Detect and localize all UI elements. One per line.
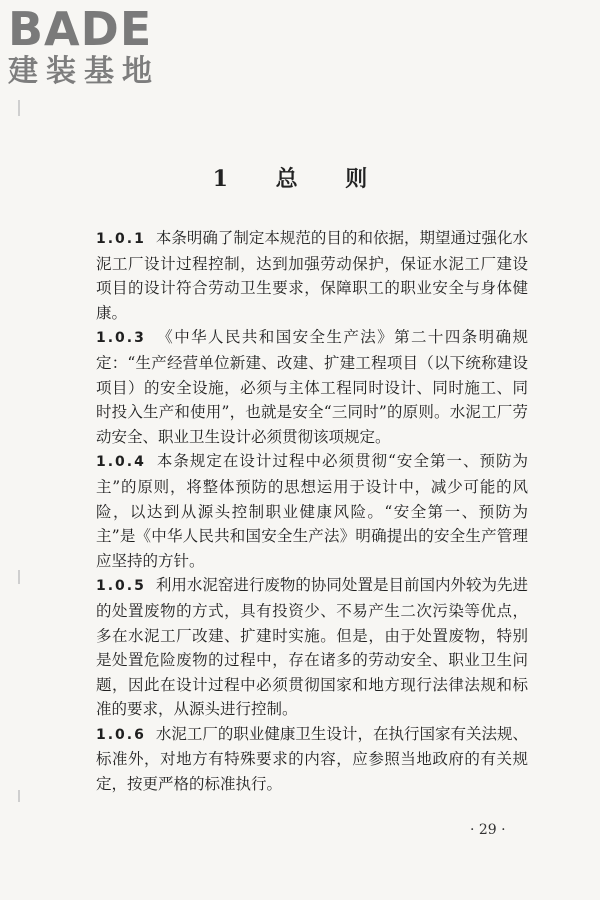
clause-1-0-6 xyxy=(96,722,528,797)
document-body xyxy=(96,226,528,797)
clause-number: 1.0.3 xyxy=(96,330,146,347)
brand-logo xyxy=(8,4,178,90)
clause-1-0-5 xyxy=(96,573,528,722)
clause-text: 本条明确了制定本规范的目的和依据，期望通过强化水泥工厂设计过程控制，达到加强劳动保护，保证水泥工厂建设项目的设计符合劳动卫生要求，保障职工的职业安全与身体健康。 xyxy=(96,229,528,322)
logo-subtitle: 建装基地 xyxy=(8,54,160,89)
binding-edge-mark xyxy=(18,100,20,116)
clause-1-0-1 xyxy=(96,226,528,325)
clause-1-0-4 xyxy=(96,449,528,573)
clause-text: 本条规定在设计过程中必须贯彻“安全第一、预防为主”的原则，将整体预防的思想运用于设计中，减少可能的风险，以达到从源头控制职业健康风险。“安全第一、预防为主”是《中华人民共和国安全生产法》明确提出的安全生产管理应坚持的方针。 xyxy=(96,452,528,570)
clause-number: 1.0.1 xyxy=(96,231,146,247)
clause-number: 1.0.6 xyxy=(96,726,146,743)
clause-text: 《中华人民共和国安全生产法》第二十四条明确规定：“生产经营单位新建、改建、扩建工程项目（以下统称建设项目）的安全设施，必须与主体工程同时设计、同时施工、同时投入生产和使用”，也就是安全“三同时”的原则。水泥工厂劳动安全、职业卫生设计必须贯彻该项规定。 xyxy=(96,328,528,446)
binding-edge-mark xyxy=(18,790,20,802)
clause-1-0-3 xyxy=(96,325,528,449)
chapter-title: 1 总 则 xyxy=(212,165,388,192)
binding-edge-mark xyxy=(18,570,20,584)
page-number: · 29 · xyxy=(470,822,506,838)
clause-text: 利用水泥窑进行废物的协同处置是目前国内外较为先进的处置废物的方式，具有投资少、不易产生二次污染等优点，多在水泥工厂改建、扩建时实施。但是，由于处置废物，特别是处置危险废物的过程中，存在诸多的劳动安全、职业卫生问题，因此在设计过程中必须贯彻国家和地方现行法律法规和标准的要求，从源头进行控制。 xyxy=(96,576,528,719)
clause-text: 水泥工厂的职业健康卫生设计，在执行国家有关法规、标准外，对地方有特殊要求的内容，应参照当地政府的有关规定，按更严格的标准执行。 xyxy=(96,724,528,794)
clause-number: 1.0.5 xyxy=(96,578,146,595)
clause-number: 1.0.4 xyxy=(96,454,146,471)
logo-wordmark: BADE xyxy=(8,2,153,56)
